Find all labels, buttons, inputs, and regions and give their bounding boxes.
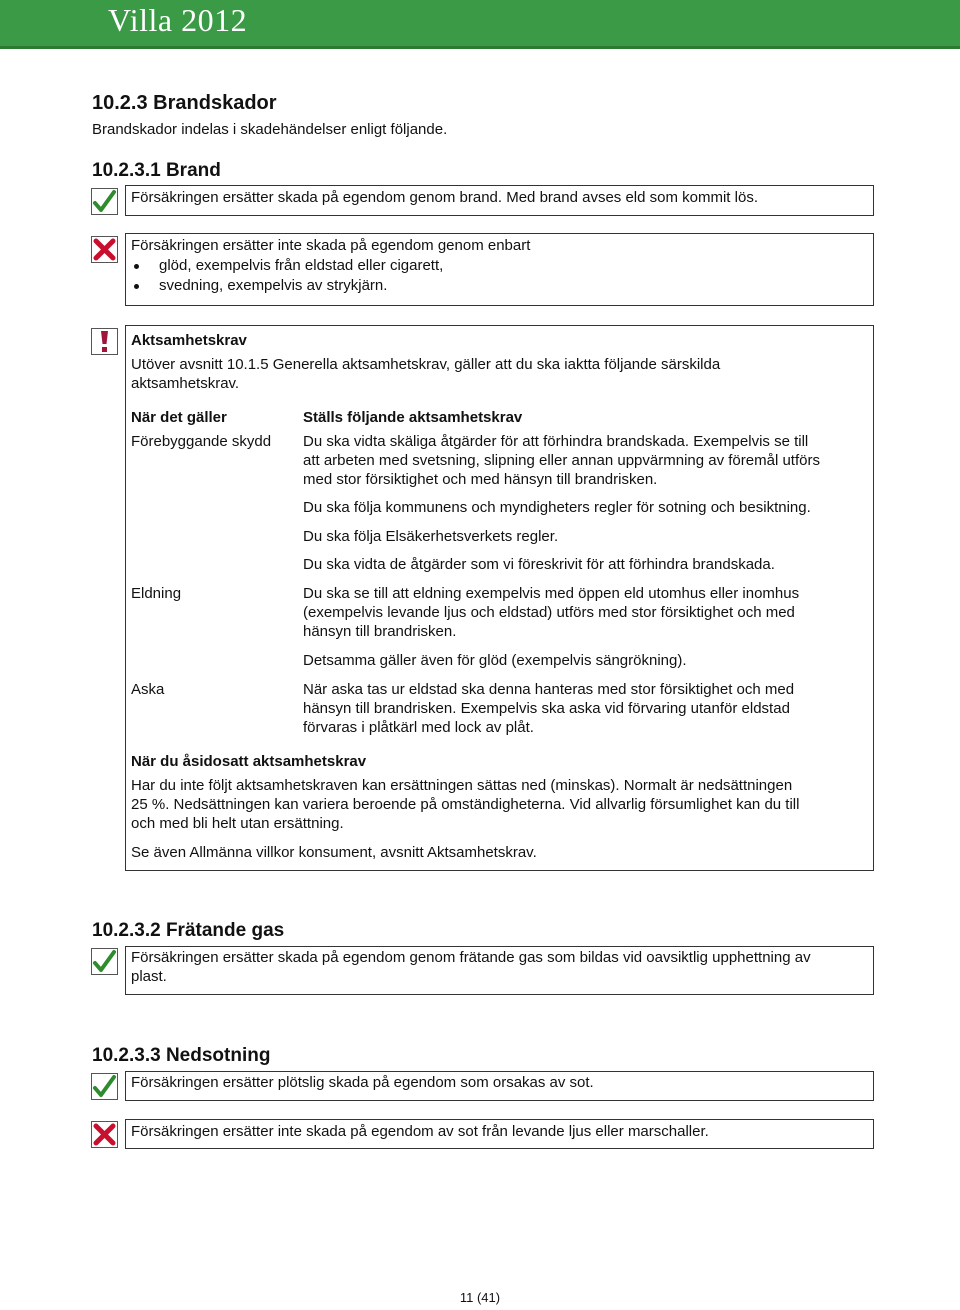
care-row-text: Du ska följa kommunens och myndigheters regler för sotning och besiktning.: [303, 499, 811, 516]
care-intro-line1: Utöver avsnitt 10.1.5 Generella aktsamhetskrav, gäller att du ska iaktta följande särskilda: [131, 356, 721, 373]
care-row-text: Du ska se till att eldning exempelvis med öppen eld utomhus eller inomhus: [303, 585, 800, 602]
list-item: glöd, exempelvis från eldstad eller cigarett,: [131, 256, 443, 275]
care-title: Aktsamhetskrav: [131, 332, 247, 349]
see-also: Se även Allmänna villkor konsument, avsnitt Aktsamhetskrav.: [131, 844, 537, 861]
care-row-text: hänsyn till brandrisken. Exempelvis ska aska vid förvaring utanför eldstad: [303, 700, 790, 717]
care-col2-header: Ställs följande aktsamhetskrav: [303, 409, 523, 426]
section-intro: Brandskador indelas i skadehändelser enligt följande.: [92, 121, 448, 138]
warning-exclamation-icon: [91, 328, 118, 355]
brand-not-covered-intro: Försäkringen ersätter inte skada på egendom genom enbart: [131, 237, 531, 254]
header-title: Villa 2012: [108, 2, 248, 38]
care-row-text: att arbeten med svetsning, slipning eller annan uppvärmning av föremål utförs: [303, 452, 820, 469]
care-row-text: (exempelvis levande ljus och eldstad) utförs med stor försiktighet och med: [303, 604, 795, 621]
section-heading: 10.2.3 Brandskador: [92, 92, 277, 114]
care-row-text: När aska tas ur eldstad ska denna hanteras med stor försiktighet och med: [303, 681, 795, 698]
care-row-text: förvaras i plåtkärl med lock av plåt.: [303, 719, 534, 736]
soot-heading: 10.2.3.3 Nedsotning: [92, 1045, 271, 1066]
care-row-text: Du ska vidta de åtgärder som vi föreskrivit för att förhindra brandskada.: [303, 556, 775, 573]
care-row-text: med stor försiktighet och med hänsyn till brandrisken.: [303, 471, 658, 488]
care-row-label: Eldning: [131, 585, 182, 602]
care-intro-line2: aktsamhetskrav.: [131, 375, 240, 392]
covered-check-icon: [91, 948, 118, 975]
care-col1-header: När det gäller: [131, 409, 227, 426]
care-row-text: Detsamma gäller även för glöd (exempelvis sängrökning).: [303, 652, 687, 669]
gas-heading: 10.2.3.2 Frätande gas: [92, 920, 285, 941]
covered-check-icon: [91, 188, 118, 215]
brand-covered-text: Försäkringen ersätter skada på egendom genom brand. Med brand avses eld som kommit lös.: [131, 189, 758, 206]
care-row-label: Aska: [131, 681, 165, 698]
care-row-label: Förebyggande skydd: [131, 433, 272, 450]
care-row-text: hänsyn till brandrisken.: [303, 623, 457, 640]
neglect-line: Har du inte följt aktsamhetskraven kan ersättningen sättas ned (minskas). Normalt är nedsättningen: [131, 777, 793, 794]
brand-heading: 10.2.3.1 Brand: [92, 160, 221, 181]
covered-check-icon: [91, 1073, 118, 1100]
page-number: 11 (41): [459, 1290, 501, 1305]
soot-not-covered-text: Försäkringen ersätter inte skada på egendom av sot från levande ljus eller marschaller.: [131, 1123, 709, 1140]
neglect-line: och med bli helt utan ersättning.: [131, 815, 344, 832]
neglect-line: 25 %. Nedsättningen kan variera beroende på omständigheterna. Vid allvarlig försumlighet kan du till: [131, 796, 800, 813]
soot-covered-text: Försäkringen ersätter plötslig skada på egendom som orsakas av sot.: [131, 1074, 594, 1091]
not-covered-cross-icon: [91, 1121, 118, 1148]
not-covered-cross-icon: [91, 236, 118, 263]
care-row-text: Du ska följa Elsäkerhetsverkets regler.: [303, 528, 559, 545]
list-item: svedning, exempelvis av strykjärn.: [131, 276, 387, 295]
neglect-title: När du åsidosatt aktsamhetskrav: [131, 753, 367, 770]
care-row-text: Du ska vidta skäliga åtgärder för att förhindra brandskada. Exempelvis se till: [303, 433, 809, 450]
gas-covered-line1: Försäkringen ersätter skada på egendom genom frätande gas som bildas vid oavsiktlig upphettning av: [131, 949, 811, 966]
page-header: [0, 0, 960, 49]
gas-covered-line2: plast.: [131, 968, 167, 985]
